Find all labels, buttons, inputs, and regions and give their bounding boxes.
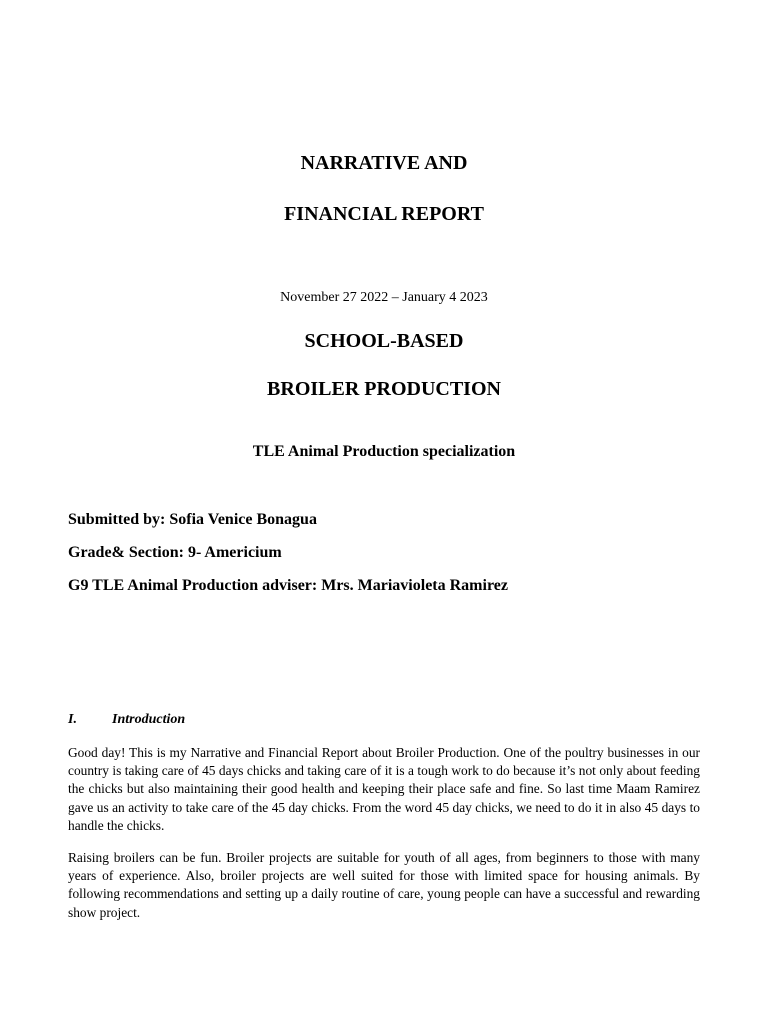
grade-section: Grade& Section: 9- Americium [68, 544, 282, 561]
submitted-by: Submitted by: Sofia Venice Bonagua [68, 511, 317, 528]
section-title: Introduction [112, 712, 186, 727]
intro-paragraph-2: Raising broilers can be fun. Broiler projects are suitable for youth of all ages, from beginners to those with many years of experience. Also, broiler projects are well suited for those with limited space for housing animals. By following recommendations and setting up a daily routine of care, young people can have a successful and rewarding show project. [68, 850, 700, 920]
section-heading [68, 712, 185, 728]
specialization-line: TLE Animal Production specialization [252, 443, 516, 460]
report-title-line-2: FINANCIAL REPORT [284, 203, 484, 225]
subtitle-line-1: SCHOOL-BASED [304, 330, 464, 352]
adviser: G9 TLE Animal Production adviser: Mrs. Mariavioleta Ramirez [68, 577, 508, 594]
section-number: I. [68, 712, 77, 727]
report-title-line-1: NARRATIVE AND [300, 152, 468, 174]
intro-paragraph-1: Good day! This is my Narrative and Financial Report about Broiler Production. One of the poultry businesses in our country is taking care of 45 days chicks and taking care of it is a tough work to do because it’s not only about feeding the chicks but also maintaining their good health and keeping their place safe and fine. So last time Maam Ramirez gave us an activity to take care of the 45 day chicks. From the word 45 day chicks, we need to do it in also 45 days to handle the chicks. [68, 745, 700, 833]
subtitle-line-2: BROILER PRODUCTION [267, 378, 501, 400]
date-range: November 27 2022 – January 4 2023 [280, 290, 488, 305]
